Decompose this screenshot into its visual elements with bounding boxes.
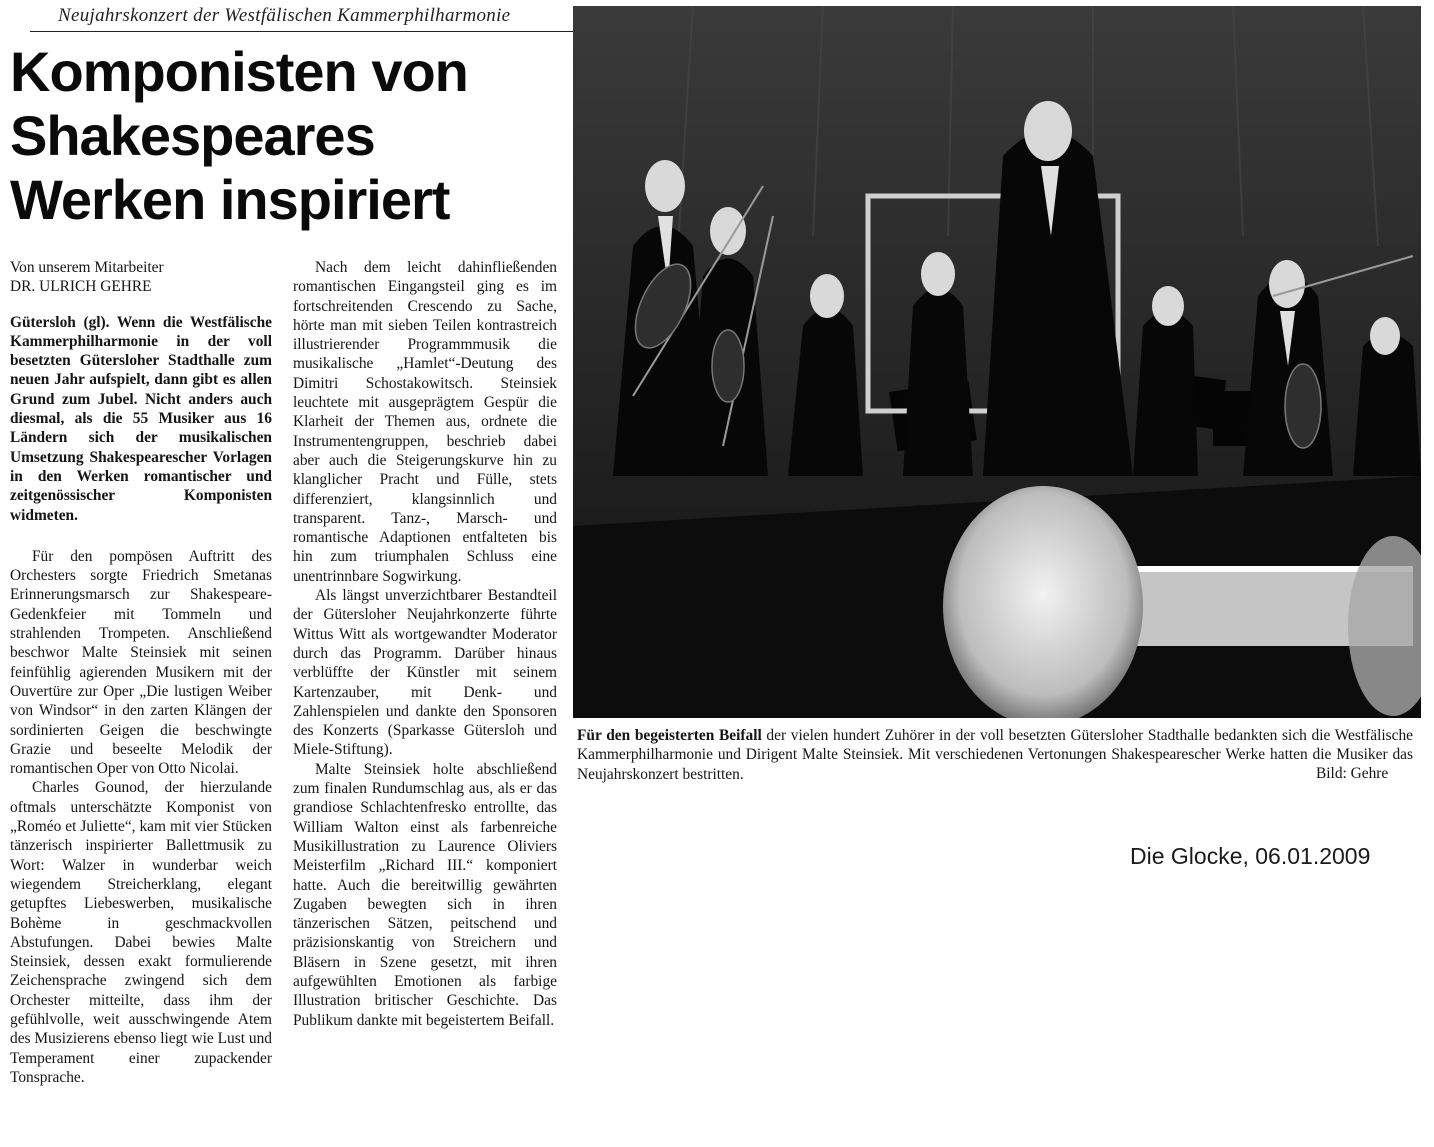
caption-lead: Für den begeisterten Beifall (577, 727, 762, 744)
article-column-2 (293, 258, 557, 1030)
byline-line-1: Von unserem Mitarbeiter (10, 259, 164, 276)
body-paragraph: Nach dem leicht dahinfließenden romantischen Eingangsteil ging es im fortschreitenden Crescendo zu Sache, hörte man mit sieben Teilen kontrastreich illustrierender Programmmusik die musikalische „Hamlet“-Deutung des Dimitri Schostakowitsch. Steinsiek leuchtete mit ausgeprägtem Gespür die Klarheit der Themen aus, ordnete die Instrumentengruppen, beschrieb dabei aber auch die Steigerungskurve hin zu klanglicher Pracht und Fülle, stets differenziert, klangsinnlich und transparent. Tanz-, Marsch- und romantische Adaptionen entfalteten bis hin zum triumphalen Schluss eine unentrinnbare Sogwirkung. (293, 259, 557, 585)
source-note: Die Glocke, 06.01.2009 (1130, 843, 1371, 869)
headline-line-3: Werken inspiriert (10, 168, 450, 231)
body-paragraph: Als längst unverzichtbarer Bestandteil der Gütersloher Neujahrkonzerte führte Wittus Witt als wortgewandter Moderator durch das Programm. Darüber hinaus verblüffte der Künstler mit seinem Kartenzauber, mit Denk- und Zahlenspielen und dankte den Sponsoren des Konzerts (Sparkasse Gütersloh und Miele-Stiftung). (293, 587, 557, 759)
body-paragraph: Charles Gounod, der hierzulande oftmals unterschätzte Komponist von „Roméo et Juliette“, kam mit vier Stücken tänzerisch inspirierter Ballettmusik zu Wort: Walzer in wunderbar weich wiegendem Streicherklang, elegant getupftes Liebeswerben, musikalische Bohème in geschmackvollen Abstufungen. Dabei bewies Malte Steinsiek, dessen exakt formulierende Zeichensprache zwingend sich dem Orchester mitteilte, dass ihm der gefühlvolle, weit ausschwingende Atem des Musizierens ebenso liegt wie Lust und Temperament einer zupackender Tonsprache. (10, 779, 272, 1086)
body-paragraph: Malte Steinsiek holte abschließend zum finalen Rundumschlag aus, als er das grandiose Schlachtenfresko entrollte, das William Walton einst als farbenreiche Musikillustration zu Laurence Oliviers Meisterfilm „Richard III.“ komponiert hatte. Auch die bereitwillig gewährten Zugaben bewegten sich in ihren tänzerischen Sätzen, peitschend und präzisionskantig von Streichern und Bläsern in Szene gesetzt, mit ihren aufgewühlten Emotionen als farbige Illustration britischer Geschichte. Das Publikum dankte mit begeistertem Beifall. (293, 760, 557, 1029)
lead-paragraph: Gütersloh (gl). Wenn die Westfälische Kammerphilharmonie in der voll besetzten Gütersloher Stadthalle zum neuen Jahr aufspielt, dann gibt es allen Grund zum Jubel. Nicht anders auch diesmal, als die 55 Musiker aus 16 Ländern sich der musikalischen Umsetzung Shakespearescher Vorlagen in den Werken romantischer und zeitgenössischer Komponisten widmeten. (10, 313, 272, 524)
byline-author: DR. ULRICH GEHRE (10, 278, 152, 296)
article-column-1 (10, 258, 272, 1087)
headline (10, 40, 570, 232)
byline (10, 258, 272, 297)
photo-caption (577, 726, 1413, 784)
caption-text: der vielen hundert Zuhörer in der voll besetzten Gütersloher Stadthalle bedankten sich die Westfälische Kammerphilharmonie und Dirigent Malte Steinsiek. Mit verschiedenen Vertonungen Shakespearescher Werke hatten die Musiker das Neujahrskonzert bestritten. (577, 727, 1413, 783)
kicker: Neujahrskonzert der Westfälischen Kammerphilharmonie (30, 4, 650, 32)
photo-credit: Bild: Gehre (1316, 765, 1389, 782)
headline-line-2: Shakespeares (10, 104, 375, 167)
body-paragraph: Für den pompösen Auftritt des Orchesters sorgte Friedrich Smetanas Erinnerungsmarsch zur Shakespeare-Gedenkfeier mit Tommeln und strahlenden Trompeten. Anschließend beschwor Malte Steinsiek mit seinen feinfühlig agierenden Musikern mit der Ouvertüre zur Oper „Die lustigen Weiber von Windsor“ in den zarten Klängen der sordinierten Geigen die beschwingte Grazie und beseelte Melodik der romantischen Oper von Otto Nicolai. (10, 547, 272, 778)
headline-line-1: Komponisten von (10, 40, 468, 103)
concert-photo (573, 6, 1421, 718)
